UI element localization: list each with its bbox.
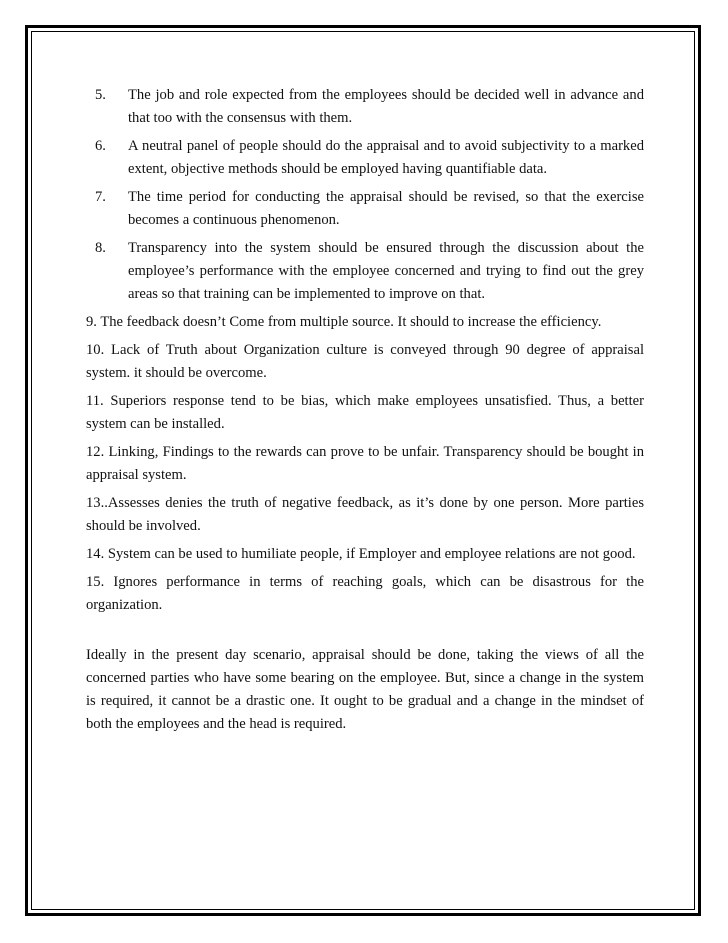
closing-paragraph: Ideally in the present day scenario, appraisal should be done, taking the views of all the concerned parties who have some bearing on the employee. But, since a change in the system is required, it cannot be a drastic one. It ought to be gradual and a change in the mindset of both the employees and the head is required. <box>86 647 644 732</box>
list-number: 7. <box>95 189 106 205</box>
numbered-paragraph: 10. Lack of Truth about Organization culture is conveyed through 90 degree of appraisal system. it should be overcome. <box>86 342 644 381</box>
numbered-paragraph: 15. Ignores performance in terms of reaching goals, which can be disastrous for the organization. <box>86 574 644 613</box>
list-text: Transparency into the system should be ensured through the discussion about the employee’s performance with the employee concerned and trying to find out the grey areas so that training can be implemented to improve on that. <box>128 240 644 302</box>
document-body <box>86 84 644 736</box>
list-item <box>95 135 644 181</box>
list-item <box>95 84 644 130</box>
list-text: The job and role expected from the employees should be decided well in advance and that too with the consensus with them. <box>128 87 644 126</box>
list-text: A neutral panel of people should do the appraisal and to avoid subjectivity to a marked extent, objective methods should be employed having quantifiable data. <box>128 138 644 177</box>
list-text: The time period for conducting the appraisal should be revised, so that the exercise becomes a continuous phenomenon. <box>128 189 644 228</box>
list-number: 8. <box>95 240 106 256</box>
numbered-paragraph: 14. System can be used to humiliate people, if Employer and employee relations are not good. <box>86 546 636 562</box>
numbered-paragraph: 11. Superiors response tend to be bias, which make employees unsatisfied. Thus, a better system can be installed. <box>86 393 644 432</box>
list-number: 5. <box>95 87 106 103</box>
list-item <box>95 237 644 306</box>
numbered-paragraph: 9. The feedback doesn’t Come from multiple source. It should to increase the efficiency. <box>86 314 602 330</box>
list-item <box>95 186 644 232</box>
numbered-paragraph: 12. Linking, Findings to the rewards can prove to be unfair. Transparency should be bought in appraisal system. <box>86 444 644 483</box>
spacer <box>86 622 644 644</box>
list-number: 6. <box>95 138 106 154</box>
numbered-paragraph: 13..Assesses denies the truth of negative feedback, as it’s done by one person. More parties should be involved. <box>86 495 644 534</box>
